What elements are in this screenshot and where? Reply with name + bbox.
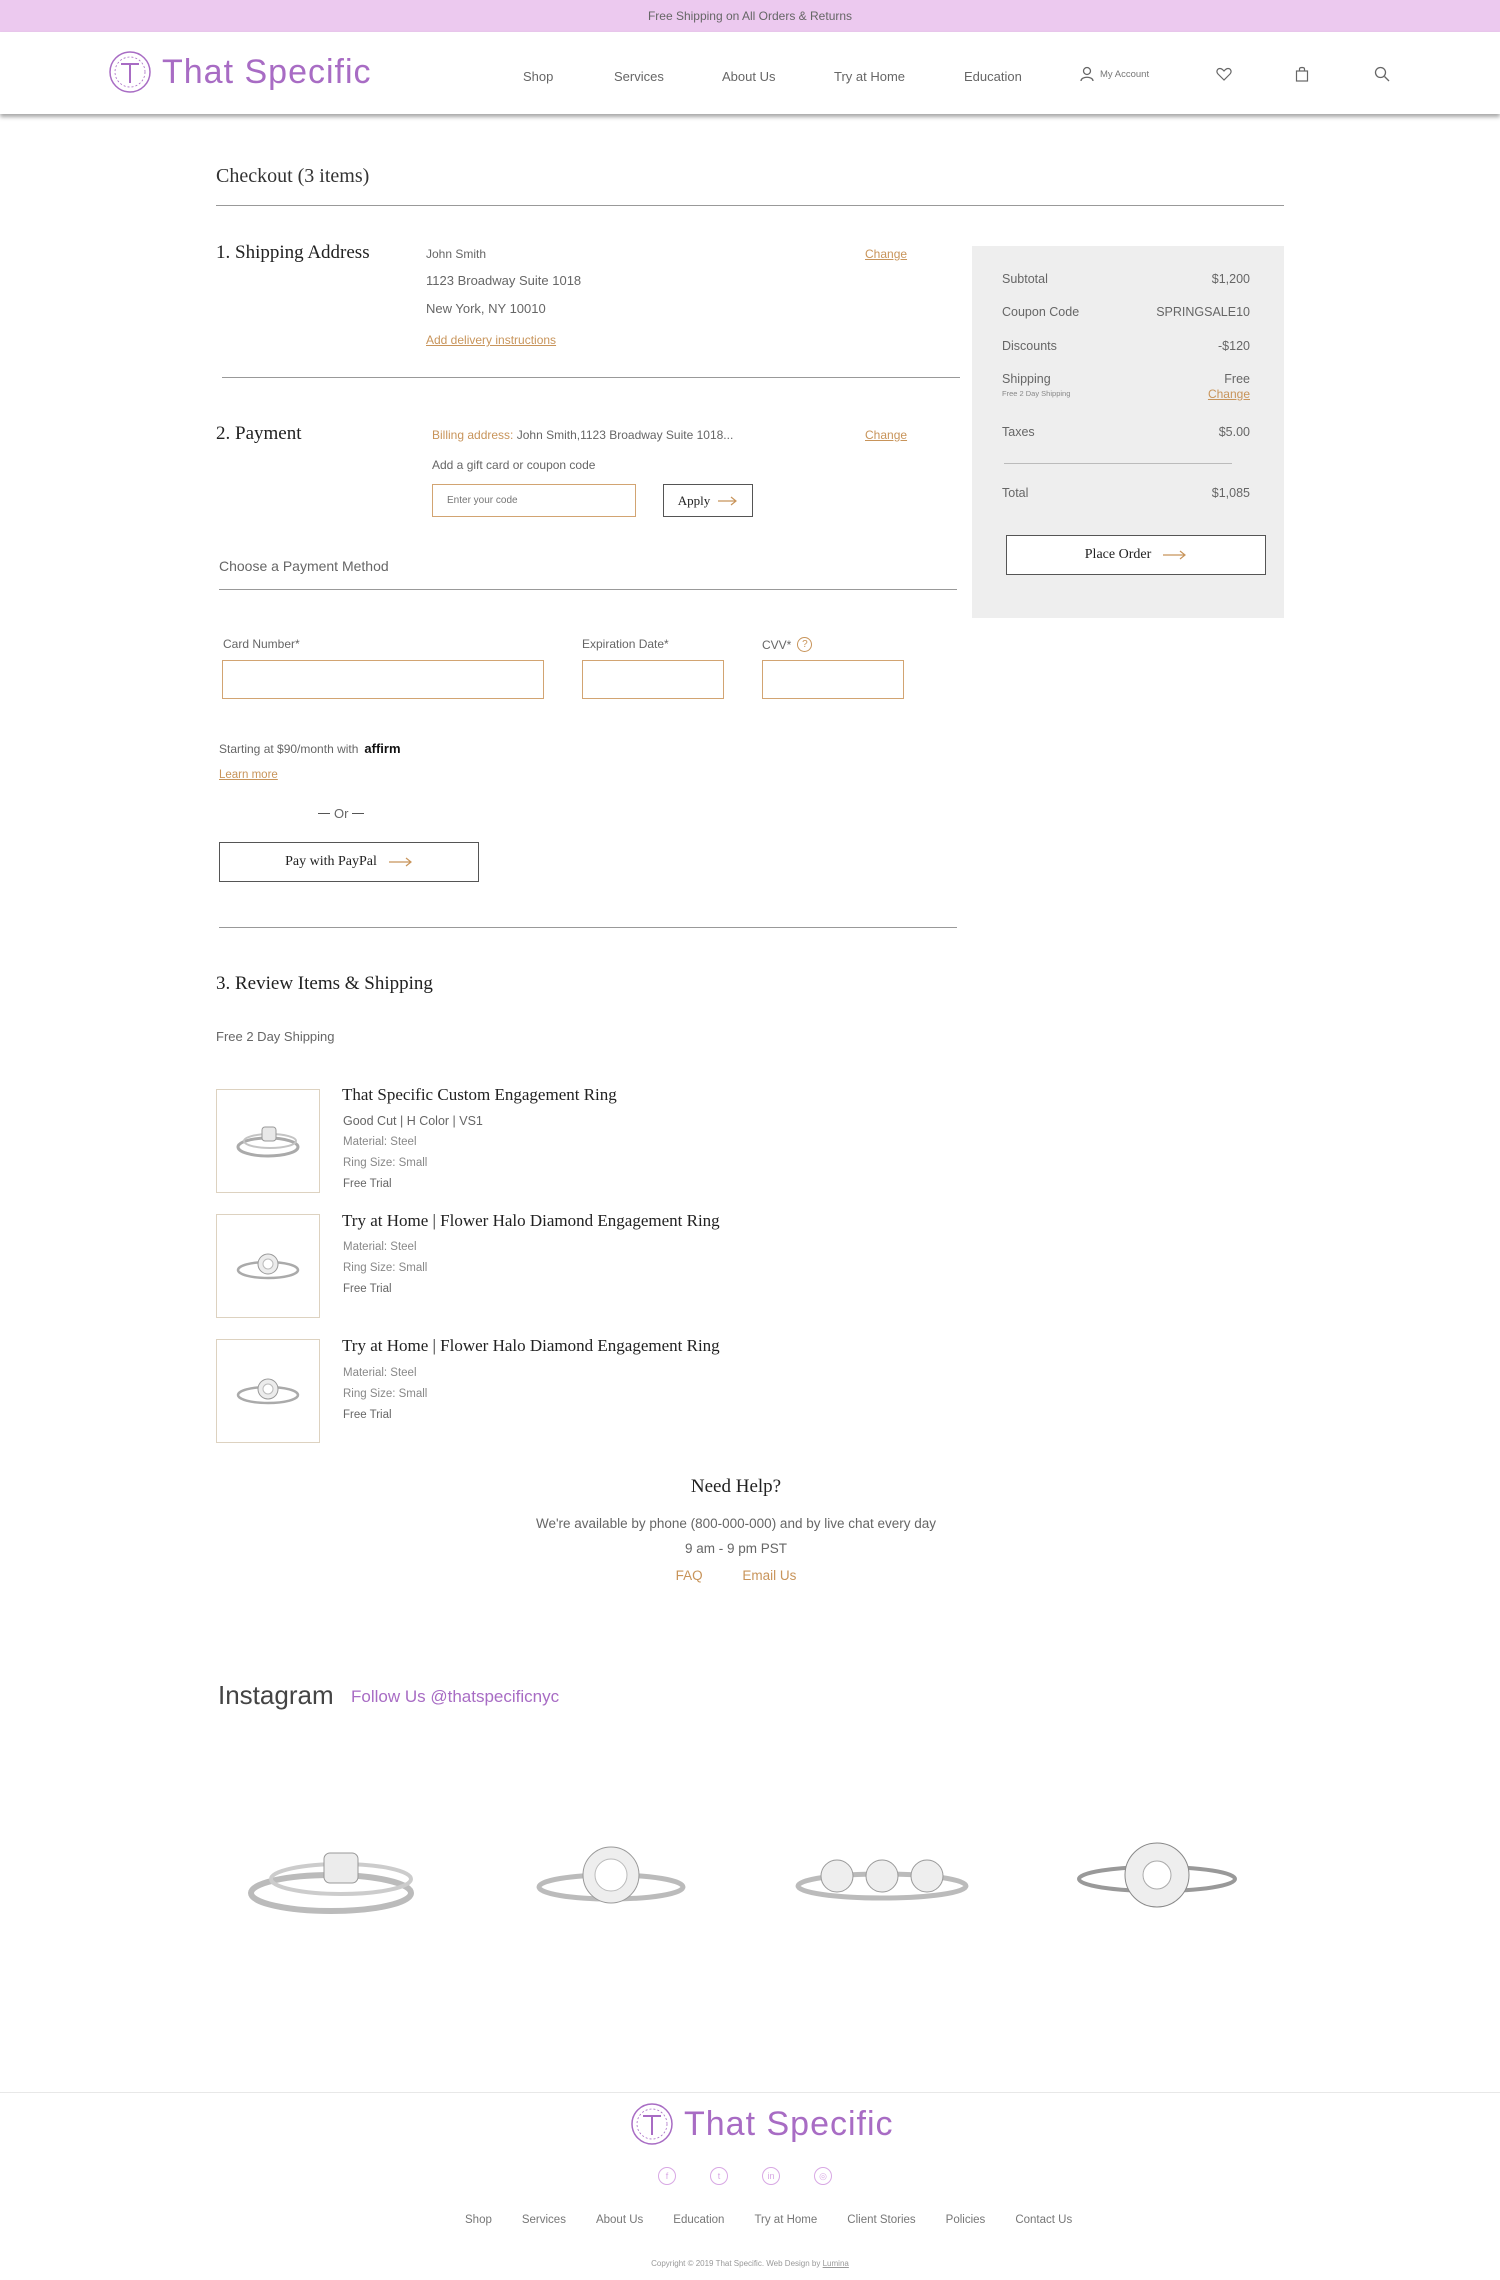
copyright-text: Copyright © 2019 That Specific. Web Design by (651, 2259, 821, 2268)
brand-logo[interactable] (108, 50, 372, 94)
billing-address-value: John Smith,1123 Broadway Suite 1018... (516, 428, 734, 442)
total-value: $1,085 (1211, 486, 1250, 500)
copyright (0, 2259, 1500, 2268)
help-line2: 9 am - 9 pm PST (684, 1541, 788, 1556)
email-us-link[interactable]: Email Us (742, 1568, 797, 1583)
cart-button[interactable] (1295, 66, 1309, 82)
taxes-value: $5.00 (1218, 425, 1250, 439)
item-ring-size: Ring Size: Small (343, 1262, 428, 1274)
summary-subtotal-row (1002, 272, 1250, 286)
social-links (658, 2167, 832, 2185)
apply-label: Apply (677, 492, 711, 508)
my-account-link[interactable] (1080, 66, 1149, 82)
item-title: Try at Home | Flower Halo Diamond Engagement Ring (342, 1211, 720, 1230)
item-material: Material: Steel (343, 1367, 417, 1379)
wishlist-button[interactable] (1216, 67, 1232, 81)
my-account-label: My Account (1100, 68, 1150, 80)
divider (219, 927, 957, 928)
affirm-promo (219, 741, 401, 756)
gift-code-label: Add a gift card or coupon code (432, 458, 596, 472)
total-label: Total (1002, 486, 1029, 500)
footer-link-education[interactable]: Education (673, 2214, 725, 2226)
item-details (343, 1363, 427, 1426)
shipping-label: Shipping (1002, 372, 1051, 386)
cvv-input[interactable] (762, 660, 904, 699)
item-title: That Specific Custom Engagement Ring (342, 1085, 617, 1104)
instagram-post[interactable] (493, 1780, 729, 1980)
learn-more-link[interactable]: Learn more (219, 769, 278, 781)
nav-shop[interactable]: Shop (523, 69, 554, 84)
shipping-sub-label: Free 2 Day Shipping (1002, 389, 1071, 398)
brand-name: That Specific (162, 52, 372, 91)
arrow-right-icon (718, 496, 738, 506)
summary-shipping-row (1002, 372, 1250, 401)
nav-education[interactable]: Education (964, 69, 1022, 84)
or-text: Or (334, 806, 349, 821)
instagram-icon[interactable]: ◎ (814, 2167, 832, 2185)
item-ring-size: Ring Size: Small (343, 1388, 428, 1400)
designer-credit-link[interactable]: Lumina (822, 2259, 849, 2268)
promo-bar (0, 0, 1500, 32)
instagram-follow-link[interactable]: Follow Us @thatspecificnyc (351, 1687, 560, 1706)
order-summary (972, 246, 1284, 618)
help-line1: We're available by phone (800-000-000) and by live chat every day (535, 1516, 937, 1531)
payment-method-label: Choose a Payment Method (219, 558, 389, 574)
change-shipping-link[interactable]: Change (865, 247, 908, 261)
item-title: Try at Home | Flower Halo Diamond Engagement Ring (342, 1336, 720, 1355)
coupon-value: SPRINGSALE10 (1156, 305, 1250, 319)
item-ring-size: Ring Size: Small (343, 1157, 428, 1169)
item-spec: Good Cut | H Color | VS1 (343, 1114, 483, 1128)
help-title: Need Help? (690, 1476, 782, 1497)
item-free-trial: Free Trial (343, 1409, 392, 1421)
linkedin-icon[interactable]: in (762, 2167, 780, 2185)
summary-coupon-row (1002, 305, 1250, 319)
item-thumbnail[interactable] (216, 1339, 320, 1443)
ring-image (246, 1835, 426, 1925)
item-details (343, 1237, 427, 1300)
card-number-input[interactable] (222, 660, 544, 699)
pay-with-paypal-button[interactable] (219, 842, 479, 882)
footer-link-shop[interactable]: Shop (465, 2214, 492, 2226)
shipping-name: John Smith (426, 247, 487, 261)
subtotal-value: $1,200 (1211, 272, 1250, 286)
cvv-label-row (762, 637, 812, 652)
payment-heading: 2. Payment (216, 423, 302, 444)
ring-image (232, 1246, 304, 1286)
add-delivery-instructions-link[interactable]: Add delivery instructions (426, 333, 557, 347)
apply-coupon-button[interactable] (663, 484, 753, 517)
footer-divider (0, 2092, 1500, 2093)
cvv-help-icon[interactable]: ? (797, 637, 812, 652)
search-button[interactable] (1374, 66, 1390, 82)
billing-address (432, 428, 733, 442)
card-number-label: Card Number* (223, 637, 300, 651)
or-divider (318, 806, 364, 821)
ring-image (792, 1840, 972, 1920)
item-material: Material: Steel (343, 1136, 417, 1148)
checkout-title: Checkout (3 items) (216, 165, 370, 187)
place-order-label: Place Order (1084, 547, 1152, 562)
promo-text: Free Shipping on All Orders & Returns (647, 9, 853, 23)
shipping-heading: 1. Shipping Address (216, 242, 370, 263)
heart-icon (1216, 67, 1232, 81)
shipping-address-line1: 1123 Broadway Suite 1018 (426, 273, 582, 288)
change-billing-link[interactable]: Change (865, 428, 908, 442)
user-icon (1080, 66, 1094, 82)
arrow-right-icon (1163, 550, 1187, 560)
discounts-value: -$120 (1218, 339, 1250, 353)
nav-services[interactable]: Services (614, 69, 664, 84)
search-icon (1374, 66, 1390, 82)
footer-nav (465, 2214, 1072, 2226)
site-header (0, 32, 1500, 114)
coupon-code-input[interactable] (432, 484, 636, 517)
help-links (0, 1568, 1472, 1583)
shipping-value: Free (1224, 372, 1250, 386)
cvv-label: CVV* (762, 637, 792, 652)
shipping-address-line2: New York, NY 10010 (426, 301, 546, 316)
expiration-date-input[interactable] (582, 660, 724, 699)
nav-try-at-home[interactable]: Try at Home (834, 69, 906, 84)
item-thumbnail[interactable] (216, 1214, 320, 1318)
instagram-title: Instagram (218, 1680, 334, 1710)
instagram-post[interactable] (1039, 1780, 1275, 1980)
instagram-post[interactable] (218, 1780, 454, 1980)
footer-brand-name: That Specific (684, 2104, 894, 2143)
footer-link-contact-us[interactable]: Contact Us (1015, 2214, 1073, 2226)
brand-mark-icon (630, 2102, 674, 2146)
ring-image (531, 1835, 691, 1925)
coupon-label: Coupon Code (1002, 305, 1080, 319)
arrow-right-icon (389, 857, 413, 867)
footer-link-client-stories[interactable]: Client Stories (847, 2214, 916, 2226)
ring-image (232, 1121, 304, 1161)
paypal-label: Pay with PayPal (285, 854, 377, 869)
footer-link-services[interactable]: Services (521, 2214, 566, 2226)
item-free-trial: Free Trial (343, 1178, 392, 1190)
footer-link-policies[interactable]: Policies (945, 2214, 986, 2226)
divider (1004, 463, 1232, 464)
item-material: Material: Steel (343, 1241, 417, 1253)
change-shipping-method-link[interactable]: Change (1207, 387, 1250, 401)
twitter-icon[interactable]: t (710, 2167, 728, 2185)
item-free-trial: Free Trial (343, 1283, 392, 1295)
place-order-button[interactable] (1006, 535, 1266, 575)
nav-about-us[interactable]: About Us (722, 69, 776, 84)
taxes-label: Taxes (1002, 425, 1035, 439)
footer-link-about-us[interactable]: About Us (595, 2214, 644, 2226)
item-details (343, 1111, 483, 1195)
summary-taxes-row (1002, 425, 1250, 439)
divider (219, 589, 957, 590)
billing-address-label: Billing address: (432, 428, 514, 442)
faq-link[interactable]: FAQ (675, 1568, 703, 1583)
subtotal-label: Subtotal (1002, 272, 1048, 286)
help-section (0, 1476, 1472, 1583)
footer-logo[interactable] (630, 2102, 894, 2146)
affirm-text: Starting at $90/month with (219, 741, 359, 756)
divider (216, 205, 1284, 206)
brand-mark-icon (108, 50, 152, 94)
shipping-method-label: Free 2 Day Shipping (216, 1029, 335, 1044)
bag-icon (1295, 66, 1309, 82)
ring-image (232, 1371, 304, 1411)
summary-discounts-row (1002, 339, 1250, 353)
affirm-logo: affirm (364, 741, 401, 756)
expiration-date-label: Expiration Date* (582, 637, 669, 651)
ring-image (1072, 1835, 1242, 1925)
review-heading: 3. Review Items & Shipping (216, 973, 433, 994)
item-thumbnail[interactable] (216, 1089, 320, 1193)
footer-link-try-at-home[interactable]: Try at Home (754, 2214, 818, 2226)
discounts-label: Discounts (1002, 339, 1057, 353)
divider (222, 377, 960, 378)
instagram-post[interactable] (764, 1780, 1000, 1980)
summary-total-row (1002, 486, 1250, 500)
facebook-icon[interactable]: f (658, 2167, 676, 2185)
